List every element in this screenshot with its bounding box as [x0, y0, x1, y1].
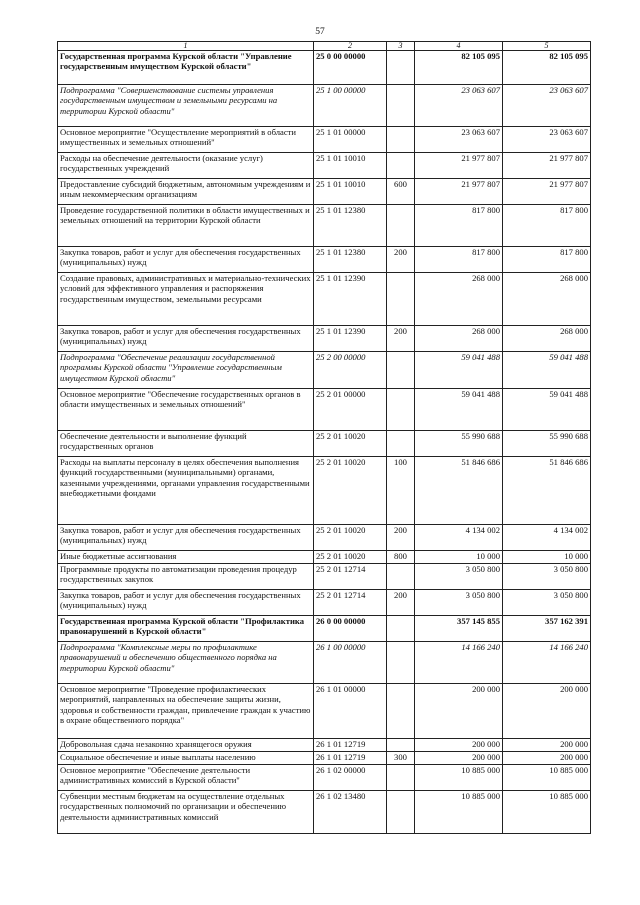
row-expense-type: 200	[387, 247, 415, 273]
row-code: 26 1 02 00000	[314, 765, 387, 791]
row-expense-type	[387, 765, 415, 791]
row-sum-year-2: 200 000	[503, 739, 591, 752]
row-expense-type	[387, 684, 415, 739]
row-sum-year-2: 23 063 607	[503, 85, 591, 127]
row-code: 25 0 00 00000	[314, 51, 387, 85]
row-sum-year-2: 3 050 800	[503, 564, 591, 590]
row-name: Создание правовых, административных и материально-технических условий для эффективного управления и распоряжения государственным имуществом, земельными ресурсами	[58, 273, 314, 326]
budget-table	[57, 41, 591, 834]
row-expense-type: 200	[387, 525, 415, 551]
row-name: Основное мероприятие "Обеспечение государственных органов в области имущественных и земельных отношений"	[58, 389, 314, 431]
row-code: 25 2 01 10020	[314, 525, 387, 551]
row-sum-year-1: 59 041 488	[415, 389, 503, 431]
column-number: 4	[415, 42, 503, 51]
table-row	[58, 326, 591, 352]
table-row	[58, 642, 591, 684]
row-name: Закупка товаров, работ и услуг для обеспечения государственных (муниципальных) нужд	[58, 247, 314, 273]
row-code: 25 2 01 00000	[314, 389, 387, 431]
row-sum-year-1: 10 000	[415, 551, 503, 564]
row-code: 25 1 01 12390	[314, 326, 387, 352]
row-sum-year-1: 59 041 488	[415, 352, 503, 389]
row-sum-year-2: 10 885 000	[503, 765, 591, 791]
row-expense-type	[387, 642, 415, 684]
table-row	[58, 525, 591, 551]
row-sum-year-1: 200 000	[415, 684, 503, 739]
row-name: Проведение государственной политики в области имущественных и земельных отношений на территории Курской области	[58, 205, 314, 247]
row-code: 26 0 00 00000	[314, 616, 387, 642]
row-sum-year-1: 14 166 240	[415, 642, 503, 684]
row-code: 26 1 01 00000	[314, 684, 387, 739]
row-code: 25 1 01 12380	[314, 205, 387, 247]
table-row	[58, 551, 591, 564]
row-expense-type	[387, 389, 415, 431]
row-expense-type	[387, 85, 415, 127]
row-sum-year-2: 21 977 807	[503, 153, 591, 179]
row-sum-year-2: 55 990 688	[503, 431, 591, 457]
row-sum-year-1: 55 990 688	[415, 431, 503, 457]
row-sum-year-1: 82 105 095	[415, 51, 503, 85]
row-code: 25 1 01 10010	[314, 179, 387, 205]
row-sum-year-1: 3 050 800	[415, 564, 503, 590]
table-row	[58, 431, 591, 457]
row-code: 25 1 01 10010	[314, 153, 387, 179]
table-row	[58, 51, 591, 85]
table-row	[58, 352, 591, 389]
row-sum-year-2: 268 000	[503, 326, 591, 352]
column-number-row	[58, 42, 591, 51]
table-row	[58, 684, 591, 739]
table-row	[58, 273, 591, 326]
row-name: Подпрограмма "Совершенствование системы управления государственным имуществом и земельными ресурсами на территории Курской области"	[58, 85, 314, 127]
row-sum-year-2: 82 105 095	[503, 51, 591, 85]
row-expense-type	[387, 127, 415, 153]
row-name: Основное мероприятие "Проведение профилактических мероприятий, направленных на обеспечение защиты жизни, здоровья и собственности граждан, привлечение граждан к участию в охране общественного порядка"	[58, 684, 314, 739]
row-name: Социальное обеспечение и иные выплаты населению	[58, 752, 314, 765]
row-expense-type	[387, 205, 415, 247]
row-sum-year-1: 268 000	[415, 273, 503, 326]
table-row	[58, 590, 591, 616]
row-expense-type	[387, 273, 415, 326]
row-sum-year-1: 23 063 607	[415, 127, 503, 153]
row-sum-year-2: 200 000	[503, 684, 591, 739]
row-expense-type: 200	[387, 590, 415, 616]
row-sum-year-2: 51 846 686	[503, 457, 591, 525]
row-expense-type: 300	[387, 752, 415, 765]
row-name: Закупка товаров, работ и услуг для обеспечения государственных (муниципальных) нужд	[58, 326, 314, 352]
row-name: Субвенции местным бюджетам на осуществление отдельных государственных полномочий по организации и обеспечению деятельности административных комиссий	[58, 791, 314, 834]
row-sum-year-2: 10 885 000	[503, 791, 591, 834]
row-expense-type	[387, 153, 415, 179]
row-sum-year-1: 817 800	[415, 247, 503, 273]
row-name: Государственная программа Курской области "Управление государственным имуществом Курской области"	[58, 51, 314, 85]
row-sum-year-1: 817 800	[415, 205, 503, 247]
row-sum-year-1: 10 885 000	[415, 791, 503, 834]
column-number: 1	[58, 42, 314, 51]
row-sum-year-2: 817 800	[503, 205, 591, 247]
page-number: 57	[315, 27, 325, 37]
table-row	[58, 739, 591, 752]
row-expense-type	[387, 352, 415, 389]
table-row	[58, 752, 591, 765]
row-sum-year-2: 14 166 240	[503, 642, 591, 684]
row-code: 26 1 02 13480	[314, 791, 387, 834]
row-name: Программные продукты по автоматизации проведения процедур государственных закупок	[58, 564, 314, 590]
row-sum-year-1: 268 000	[415, 326, 503, 352]
column-number: 5	[503, 42, 591, 51]
row-code: 25 2 01 10020	[314, 431, 387, 457]
row-sum-year-2: 4 134 002	[503, 525, 591, 551]
row-sum-year-1: 21 977 807	[415, 179, 503, 205]
row-code: 25 2 01 10020	[314, 551, 387, 564]
row-name: Основное мероприятие "Обеспечение деятельности административных комиссий в Курской области"	[58, 765, 314, 791]
row-sum-year-2: 817 800	[503, 247, 591, 273]
row-sum-year-2: 200 000	[503, 752, 591, 765]
row-name: Основное мероприятие "Осуществление мероприятий в области имущественных и земельных отношений"	[58, 127, 314, 153]
row-expense-type	[387, 616, 415, 642]
table-row	[58, 85, 591, 127]
row-sum-year-2: 3 050 800	[503, 590, 591, 616]
table-row	[58, 153, 591, 179]
row-name: Добровольная сдача незаконно хранящегося оружия	[58, 739, 314, 752]
row-expense-type: 800	[387, 551, 415, 564]
row-code: 25 2 01 12714	[314, 590, 387, 616]
table-row	[58, 457, 591, 525]
row-sum-year-1: 3 050 800	[415, 590, 503, 616]
row-expense-type: 200	[387, 326, 415, 352]
row-code: 25 1 01 12390	[314, 273, 387, 326]
table-row	[58, 127, 591, 153]
row-sum-year-2: 23 063 607	[503, 127, 591, 153]
row-code: 25 1 00 00000	[314, 85, 387, 127]
row-expense-type	[387, 51, 415, 85]
row-sum-year-1: 10 885 000	[415, 765, 503, 791]
row-code: 25 2 01 12714	[314, 564, 387, 590]
table-row	[58, 247, 591, 273]
row-expense-type: 100	[387, 457, 415, 525]
row-expense-type	[387, 739, 415, 752]
row-sum-year-1: 51 846 686	[415, 457, 503, 525]
row-expense-type	[387, 431, 415, 457]
row-expense-type	[387, 564, 415, 590]
table-row	[58, 179, 591, 205]
row-code: 25 1 01 12380	[314, 247, 387, 273]
row-name: Закупка товаров, работ и услуг для обеспечения государственных (муниципальных) нужд	[58, 525, 314, 551]
row-name: Предоставление субсидий бюджетным, автономным учреждениям и иным некоммерческим организациям	[58, 179, 314, 205]
row-sum-year-1: 200 000	[415, 739, 503, 752]
row-sum-year-1: 4 134 002	[415, 525, 503, 551]
table-row	[58, 616, 591, 642]
table-row	[58, 791, 591, 834]
column-number: 2	[314, 42, 387, 51]
row-sum-year-1: 200 000	[415, 752, 503, 765]
row-code: 26 1 01 12719	[314, 752, 387, 765]
column-number: 3	[387, 42, 415, 51]
row-sum-year-2: 59 041 488	[503, 352, 591, 389]
table-row	[58, 765, 591, 791]
row-name: Подпрограмма "Комплексные меры по профилактике правонарушений и обеспечению общественного порядка на территории Курской области"	[58, 642, 314, 684]
row-name: Иные бюджетные ассигнования	[58, 551, 314, 564]
row-name: Расходы на выплаты персоналу в целях обеспечения выполнения функций государственными (муниципальными) органами, казенными учреждениями, органами управления государственными внебюджетными фондами	[58, 457, 314, 525]
row-sum-year-2: 268 000	[503, 273, 591, 326]
row-code: 25 2 00 00000	[314, 352, 387, 389]
row-code: 26 1 00 00000	[314, 642, 387, 684]
row-sum-year-2: 357 162 391	[503, 616, 591, 642]
row-code: 25 2 01 10020	[314, 457, 387, 525]
table-row	[58, 205, 591, 247]
row-code: 26 1 01 12719	[314, 739, 387, 752]
row-name: Подпрограмма "Обеспечение реализации государственной программы Курской области "Управление государственным имуществом Курской области"	[58, 352, 314, 389]
row-sum-year-1: 357 145 855	[415, 616, 503, 642]
row-sum-year-2: 59 041 488	[503, 389, 591, 431]
row-name: Расходы на обеспечение деятельности (оказание услуг) государственных учреждений	[58, 153, 314, 179]
row-sum-year-1: 21 977 807	[415, 153, 503, 179]
row-sum-year-2: 10 000	[503, 551, 591, 564]
row-name: Обеспечение деятельности и выполнение функций государственных органов	[58, 431, 314, 457]
table-row	[58, 564, 591, 590]
row-name: Закупка товаров, работ и услуг для обеспечения государственных (муниципальных) нужд	[58, 590, 314, 616]
table-row	[58, 389, 591, 431]
row-sum-year-2: 21 977 807	[503, 179, 591, 205]
row-expense-type	[387, 791, 415, 834]
row-expense-type: 600	[387, 179, 415, 205]
row-code: 25 1 01 00000	[314, 127, 387, 153]
row-sum-year-1: 23 063 607	[415, 85, 503, 127]
row-name: Государственная программа Курской области "Профилактика правонарушений в Курской области"	[58, 616, 314, 642]
